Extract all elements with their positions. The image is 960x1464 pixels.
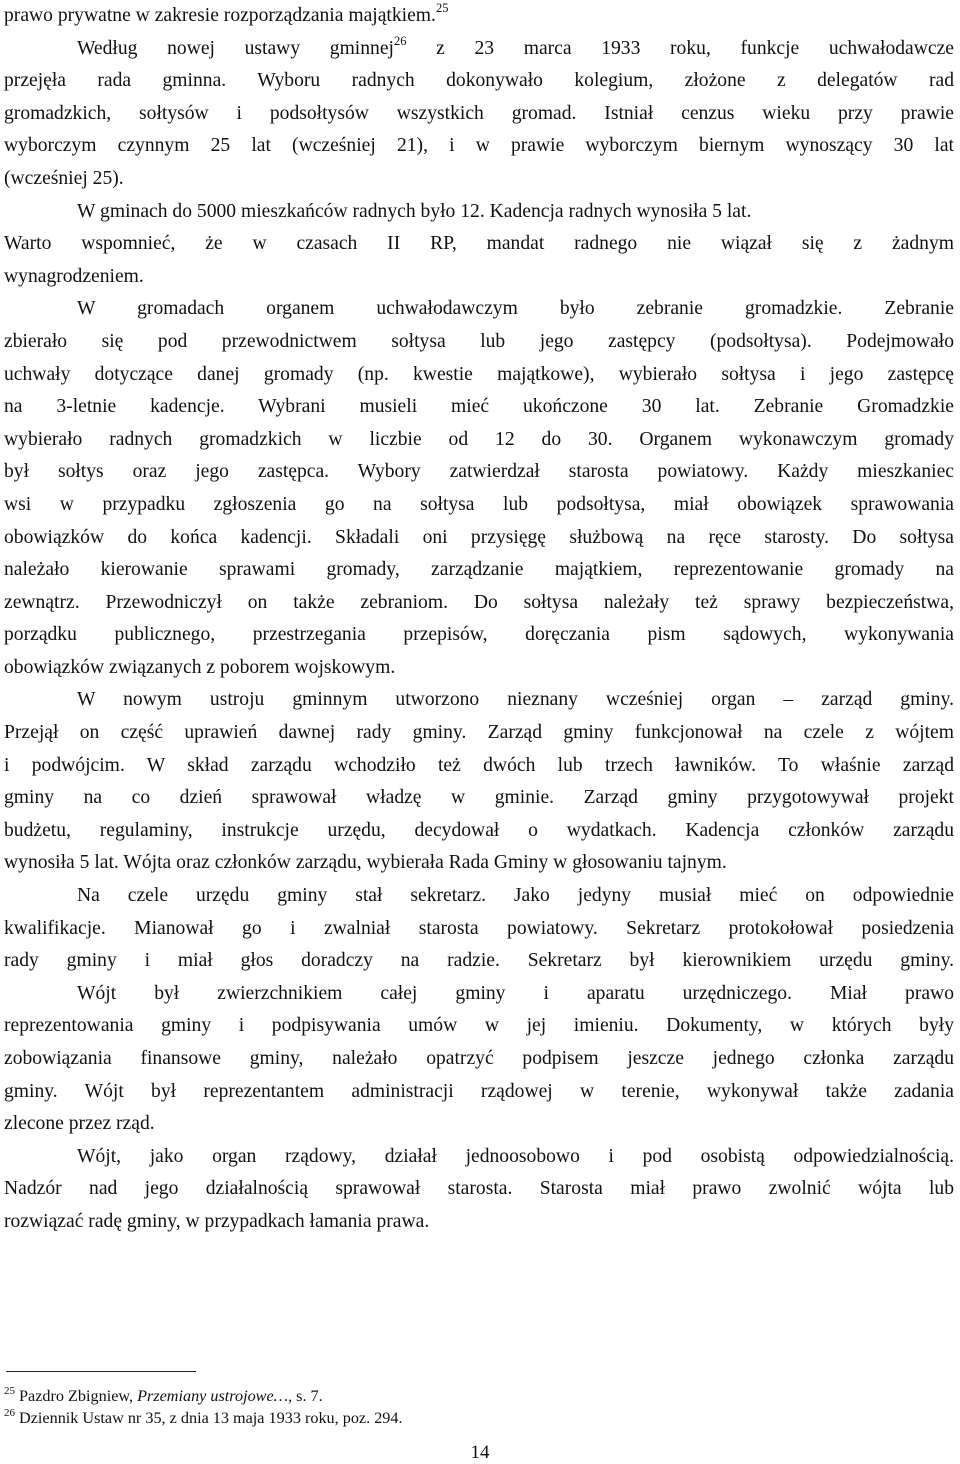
text-line: rozwiązać radę gminy, w przypadkach łamania prawa. <box>4 1210 430 1232</box>
text-line: przejęła rada gminna. Wyboru radnych dokonywało kolegium, złożone z delegatów rad <box>4 70 954 92</box>
text-line: był sołtys oraz jego zastępca. Wybory zatwierdzał starosta powiatowy. Każdy mieszkaniec <box>4 461 954 483</box>
text-line: zlecone przez rząd. <box>4 1113 155 1135</box>
text-line: prawo prywatne w zakresie rozporządzania majątkiem.$^{25}$ <box>4 1 449 26</box>
text-line: zewnątrz. Przewodniczył on także zebraniom. Do sołtysa należały też sprawy bezpieczeństwa, <box>4 591 954 613</box>
text-line: Warto wspomnieć, że w czasach II RP, mandat radnego nie wiązał się z żadnym <box>4 233 954 255</box>
text-line: wynosiła 5 lat. Wójta oraz członków zarządu, wybierała Rada Gminy w głosowaniu tajnym. <box>4 852 727 874</box>
footnote-26: $^{26}$ Dziennik Ustaw nr 35, z dnia 13 maja 1933 roku, poz. 294. <box>4 1407 403 1427</box>
text-line: zbierało się pod przewodnictwem sołtysa lub jego zastępcy (podsołtysa). Podejmowało <box>4 330 954 352</box>
text-line: Wójt był zwierzchnikiem całej gminy i aparatu urzędniczego. Miał prawo <box>77 982 954 1004</box>
text-line: (wcześniej 25). <box>4 167 124 189</box>
text-line: gminy na co dzień sprawował władzę w gminie. Zarząd gminy przygotowywał projekt <box>4 787 954 809</box>
footnote-ref-25[interactable]: 25 <box>435 1 449 15</box>
text-line: W nowym ustroju gminnym utworzono nieznany wcześniej organ – zarząd gminy. <box>77 689 954 711</box>
text-line: na 3-letnie kadencje. Wybrani musieli mieć ukończone 30 lat. Zebranie Gromadzkie <box>4 396 954 418</box>
text-line: budżetu, regulaminy, instrukcje urzędu, decydował o wydatkach. Kadencja członków zarządu <box>4 819 954 841</box>
text-line: Według nowej ustawy gminnej$^{26}$ z 23 marca 1933 roku, funkcje uchwałodawcze <box>77 33 954 59</box>
footnote-25: $^{25}$ Pazdro Zbigniew, Przemiany ustrojowe…, s. 7. <box>4 1385 323 1405</box>
footnote-separator <box>6 1371 196 1372</box>
text-line: zobowiązania finansowe gminy, należało opatrzyć podpisem jeszcze jednego członka zarządu <box>4 1048 954 1069</box>
text-line: kwalifikacje. Mianował go i zwalniał starosta powiatowy. Sekretarz protokołował posiedzenia <box>4 917 954 939</box>
text-line: wybierało radnych gromadzkich w liczbie od 12 do 30. Organem wykonawczym gromady <box>4 428 954 450</box>
text-line: obowiązków związanych z poborem wojskowym. <box>4 656 396 678</box>
footnote-number: 25 <box>4 1385 15 1397</box>
text-line: reprezentowania gminy i podpisywania umów w jej imieniu. Dokumenty, w których były <box>4 1015 954 1037</box>
text-line: wynagrodzeniem. <box>4 265 144 287</box>
text-line: należało kierowanie sprawami gromady, zarządzanie majątkiem, reprezentowanie gromady na <box>4 559 954 581</box>
text-line: Wójt, jako organ rządowy, działał jednoosobowo i pod osobistą odpowiedzialnością. <box>77 1145 954 1167</box>
text-line: wsi w przypadku zgłoszenia go na sołtysa lub podsołtysa, miał obowiązek sprawowania <box>4 493 954 515</box>
footnote-number: 26 <box>4 1407 15 1419</box>
cited-title: Przemiany ustrojowe… <box>137 1387 289 1405</box>
page-body <box>4 0 954 1239</box>
text-line: gminy. Wójt był reprezentantem administracji rządowej w terenie, wykonywał także zadania <box>4 1080 954 1102</box>
text-line: i podwójcim. W skład zarządu wchodziło też dwóch lub trzech ławników. To właśnie zarząd <box>4 754 954 776</box>
text-line: porządku publicznego, przestrzegania przepisów, doręczania pism sądowych, wykonywania <box>4 624 954 646</box>
text-line: gromadzkich, sołtysów i podsołtysów wszystkich gromad. Istniał cenzus wieku przy prawie <box>4 102 954 124</box>
text-line: rady gminy i miał głos doradczy na radzie. Sekretarz był kierownikiem urzędu gminy. <box>4 950 954 972</box>
text-line: wyborczym czynnym 25 lat (wcześniej 21), i w prawie wyborczym biernym wynoszący 30 lat <box>4 135 954 157</box>
text-line: uchwały dotyczące danej gromady (np. kwestie majątkowe), wybierało sołtysa i jego zastępcę <box>4 363 954 385</box>
page-number: 14 <box>470 1442 490 1463</box>
text-line: obowiązków do końca kadencji. Składali oni przysięgę służbową na ręce starosty. Do sołtysa <box>4 526 954 548</box>
text-line: W gminach do 5000 mieszkańców radnych było 12. Kadencja radnych wynosiła 5 lat. <box>77 200 752 222</box>
footnote-ref-26[interactable]: 26 <box>394 33 407 48</box>
text-line: Przejął on część uprawień dawnej rady gminy. Zarząd gminy funkcjonował na czele z wójtem <box>4 722 954 744</box>
text-line: Nadzór nad jego działalnością sprawował starosta. Starosta miał prawo zwolnić wójta lub <box>4 1178 954 1200</box>
text-line: Na czele urzędu gminy stał sekretarz. Jako jedyny musiał mieć on odpowiednie <box>77 885 954 907</box>
text-line: W gromadach organem uchwałodawczym było zebranie gromadzkie. Zebranie <box>77 298 954 320</box>
